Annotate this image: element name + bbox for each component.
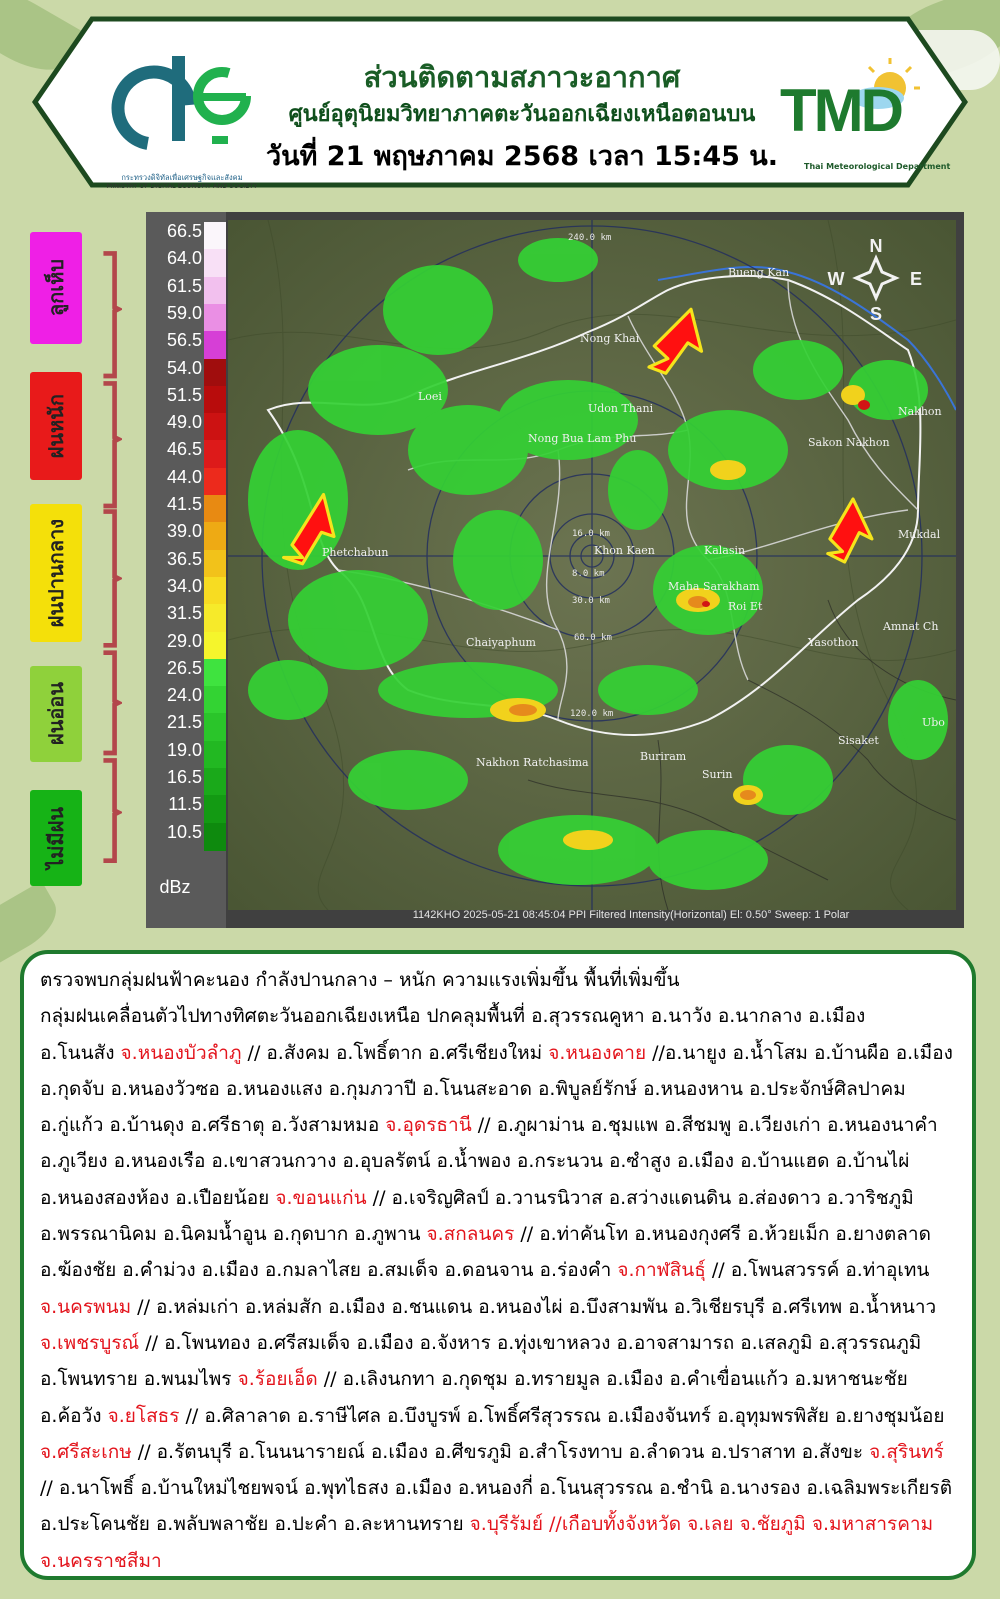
place-label: Yasothon bbox=[808, 636, 859, 649]
district-list: อ.โนนสัง bbox=[40, 1041, 121, 1064]
radar-map bbox=[228, 220, 956, 910]
district-list: // อ.เจริญศิลป์ อ.วานรนิวาส อ.สว่างแดนดิน อ.ส่องดาว อ.วาริชภูมิ bbox=[366, 1186, 914, 1209]
district-list: อ.พรรณานิคม อ.นิคมน้ำอูน อ.กุดบาก อ.ภูพาน bbox=[40, 1223, 427, 1246]
legend-value: 11.5 bbox=[168, 794, 202, 815]
district-list: ตรวจพบกลุ่มฝนฟ้าคะนอง กำลังปานกลาง – หนัก ความแรงเพิ่มขึ้น พื้นที่เพิ่มขึ้น bbox=[40, 969, 680, 991]
compass-e: E bbox=[909, 269, 923, 289]
radar-footer: 1142KHO 2025-05-21 08:45:04 PPI Filtered Intensity(Horizontal) El: 0.50° Sweep: 1 Polar bbox=[412, 909, 850, 921]
legend-swatch bbox=[204, 304, 226, 332]
district-list: // อ.หล่มเก่า อ.หล่มสัก อ.เมือง อ.ชนแดน อ.หนองไผ่ อ.บึงสามพัน อ.วิเชียรบุรี อ.ศรีเทพ อ.น้ำหนาว bbox=[131, 1295, 937, 1318]
place-label: Nakhon Ratchasima bbox=[476, 756, 589, 769]
category-label: ลูกเห็บ bbox=[44, 259, 68, 317]
province-name: จ.ศรีสะเกษ bbox=[40, 1440, 132, 1463]
place-label: Buriram bbox=[640, 750, 687, 763]
ring-label: 8.0 km bbox=[572, 569, 605, 579]
legend-value: 41.5 bbox=[166, 494, 202, 514]
province-name: จ.ร้อยเอ็ด bbox=[237, 1368, 318, 1391]
legend-swatch bbox=[204, 277, 226, 305]
tmd-logo-text: TMD bbox=[780, 77, 901, 144]
place-label: Kalasin bbox=[704, 544, 746, 557]
legend-swatch bbox=[204, 222, 226, 250]
place-label: Phetchabun bbox=[322, 546, 389, 559]
legend-value: 59.0 bbox=[166, 302, 202, 323]
legend-swatch bbox=[204, 331, 226, 359]
description-line bbox=[40, 1434, 976, 1470]
place-label: Nong Khai bbox=[580, 332, 640, 345]
description-line bbox=[40, 998, 976, 1034]
place-label: Surin bbox=[702, 768, 733, 781]
province-name: จ.นครพนม bbox=[40, 1295, 132, 1318]
legend-swatch bbox=[204, 577, 226, 605]
legend-value: 31.5 bbox=[166, 603, 202, 624]
legend-value: 49.0 bbox=[166, 412, 202, 433]
district-list: // อ.นาโพธิ์ อ.บ้านใหม่ไชยพจน์ อ.พุทไธสง อ.เมือง อ.หนองกี่ อ.โนนสุวรรณ อ.ชำนิ อ.นางรอง อ.เฉลิมพระเกียรติ bbox=[40, 1477, 953, 1500]
description-line bbox=[40, 1180, 976, 1216]
category-no-rain bbox=[30, 790, 82, 886]
ring-label: 30.0 km bbox=[572, 596, 610, 606]
place-label: Khon Kaen bbox=[594, 544, 655, 557]
header-banner bbox=[32, 16, 968, 188]
province-name: จ.นครราชสีมา bbox=[40, 1549, 162, 1572]
legend-swatch bbox=[204, 550, 226, 578]
description-text bbox=[40, 962, 976, 1579]
place-label: Nong Bua Lam Phu bbox=[528, 432, 637, 445]
province-name: จ.กาฬสินธุ์ bbox=[617, 1259, 706, 1282]
description-line bbox=[40, 962, 976, 998]
province-name: จ.หนองบัวลำภู bbox=[120, 1041, 242, 1064]
legend-value: 19.0 bbox=[166, 739, 202, 760]
place-label: Loei bbox=[418, 390, 442, 403]
legend-value: 61.5 bbox=[166, 275, 202, 296]
description-line bbox=[40, 1035, 976, 1071]
description-line bbox=[40, 1470, 976, 1506]
district-list: // อ.ภูผาม่าน อ.ชุมแพ อ.สีชมพู อ.เวียงเก่า อ.หนองนาคำ bbox=[471, 1114, 938, 1137]
page-title: ส่วนติดตามสภาวะอากาศ bbox=[363, 60, 681, 94]
district-list: // อ.ศิลาลาด อ.ราษีไศล อ.บึงบูรพ์ อ.โพธิ์ศรีสุวรรณ อ.เมืองจันทร์ อ.อุทุมพรพิสัย อ.ยางชุมน้อย bbox=[179, 1404, 945, 1427]
description-line bbox=[40, 1252, 976, 1288]
compass-s: S bbox=[869, 304, 883, 324]
legend-value: 39.0 bbox=[166, 521, 202, 542]
district-list: // อ.โพนสวรรค์ อ.ท่าอุเทน bbox=[705, 1259, 930, 1282]
category-label: ฝนอ่อน bbox=[44, 682, 68, 746]
legend-value: 64.0 bbox=[166, 248, 202, 269]
ring-label: 16.0 km bbox=[572, 529, 610, 539]
legend-value: 10.5 bbox=[166, 821, 202, 842]
legend-swatch bbox=[204, 713, 226, 741]
district-list: อ.ค้อวัง bbox=[40, 1404, 108, 1427]
description-box bbox=[20, 950, 976, 1580]
description-line bbox=[40, 1289, 976, 1325]
place-label: Udon Thani bbox=[588, 402, 654, 415]
legend-swatch bbox=[204, 741, 226, 769]
legend-swatch bbox=[204, 440, 226, 468]
category-label: ฝนหนัก bbox=[44, 393, 68, 459]
category-heavy-rain bbox=[30, 372, 82, 480]
legend-value: 21.5 bbox=[166, 712, 202, 733]
legend-unit: dBz bbox=[159, 877, 191, 897]
page-datetime: วันที่ 21 พฤษภาคม 2568 เวลา 15:45 น. bbox=[265, 141, 779, 172]
description-line bbox=[40, 1361, 976, 1397]
place-label: Bueng Kan bbox=[728, 266, 790, 279]
description-line bbox=[40, 1543, 976, 1579]
legend-value: 16.5 bbox=[166, 767, 202, 787]
province-name: จ.บุรีรัมย์ //เกือบทั้งจังหวัด จ.เลย จ.ชัยภูมิ จ.มหาสารคาม bbox=[469, 1513, 934, 1536]
province-name: จ.สกลนคร bbox=[426, 1223, 515, 1246]
legend-swatch bbox=[204, 468, 226, 496]
legend-value: 24.0 bbox=[166, 685, 202, 706]
place-label: Maha Sarakham bbox=[668, 580, 760, 593]
place-label: Sisaket bbox=[838, 734, 879, 747]
legend-value: 36.5 bbox=[166, 548, 202, 569]
radar-panel bbox=[146, 212, 964, 928]
mdes-logo-text-th: กระทรวงดิจิทัลเพื่อเศรษฐกิจและสังคม bbox=[121, 173, 243, 182]
legend-swatch bbox=[204, 823, 226, 851]
legend-value: 34.0 bbox=[166, 575, 202, 596]
description-line bbox=[40, 1071, 976, 1107]
ring-label: 240.0 km bbox=[568, 233, 612, 243]
tmd-logo bbox=[780, 72, 950, 182]
legend-swatch bbox=[204, 659, 226, 687]
place-label: Nakhon bbox=[898, 405, 942, 418]
legend-value: 54.0 bbox=[166, 357, 202, 378]
legend-value: 26.5 bbox=[166, 657, 202, 678]
description-line bbox=[40, 1398, 976, 1434]
compass-n: N bbox=[869, 236, 883, 256]
province-name: จ.ขอนแก่น bbox=[275, 1186, 367, 1209]
legend-swatch bbox=[204, 386, 226, 414]
district-list: อ.โพนทราย อ.พนมไพร bbox=[40, 1368, 238, 1391]
category-label: ฝนปานกลาง bbox=[44, 518, 68, 628]
legend-value: 46.5 bbox=[166, 439, 202, 460]
legend-swatch bbox=[204, 359, 226, 387]
description-line bbox=[40, 1216, 976, 1252]
district-list: // อ.เลิงนกทา อ.กุดชุม อ.ทรายมูล อ.เมือง อ.คำเขื่อนแก้ว อ.มหาชนะชัย bbox=[317, 1368, 908, 1391]
legend-value: 51.5 bbox=[166, 384, 202, 405]
district-list: อ.ประโคนชัย อ.พลับพลาชัย อ.ปะคำ อ.ละหานทราย bbox=[40, 1513, 470, 1536]
place-label: Chaiyaphum bbox=[466, 636, 536, 649]
place-label: Sakon Nakhon bbox=[808, 436, 890, 449]
category-moderate-rain bbox=[30, 504, 82, 642]
legend-swatch bbox=[204, 522, 226, 550]
province-name: จ.หนองคาย bbox=[548, 1041, 647, 1064]
province-name: จ.เพชรบูรณ์ bbox=[40, 1331, 140, 1354]
district-list: อ.ภูเวียง อ.หนองเรือ อ.เขาสวนกวาง อ.อุบลรัตน์ อ.น้ำพอง อ.กระนวน อ.ซำสูง อ.เมือง อ.บ้านแฮด อ.บ้านไผ่ bbox=[40, 1150, 910, 1173]
province-name: จ.ยโสธร bbox=[107, 1404, 180, 1427]
ring-label: 60.0 km bbox=[574, 633, 612, 643]
legend-swatch bbox=[204, 632, 226, 660]
page-subtitle: ศูนย์อุตุนิยมวิทยาภาคตะวันออกเฉียงเหนือตอนบน bbox=[288, 102, 756, 127]
tmd-logo-subtext: Thai Meteorological Department bbox=[804, 162, 951, 171]
category-hail bbox=[30, 232, 82, 344]
legend-swatch bbox=[204, 249, 226, 277]
district-list: // อ.ท่าคันโท อ.หนองกุงศรี อ.ห้วยเม็ก อ.ยางตลาด bbox=[514, 1223, 931, 1246]
legend-value: 29.0 bbox=[166, 630, 202, 651]
legend-swatch bbox=[204, 795, 226, 823]
place-label: Roi Et bbox=[728, 600, 763, 613]
place-label: Amnat Ch bbox=[883, 620, 939, 633]
description-line bbox=[40, 1506, 976, 1542]
category-label: ไม่มีฝน bbox=[44, 807, 68, 869]
radar-image bbox=[228, 220, 956, 910]
ring-label: 120.0 km bbox=[570, 709, 614, 719]
district-list: // อ.รัตนบุรี อ.โนนนารายณ์ อ.เมือง อ.ศีขรภูมิ อ.สำโรงทาบ อ.ลำดวน อ.ปราสาท อ.สังขะ bbox=[131, 1440, 870, 1463]
description-line bbox=[40, 1107, 976, 1143]
legend-value: 56.5 bbox=[166, 330, 202, 351]
category-brackets bbox=[96, 228, 122, 888]
description-line bbox=[40, 1325, 976, 1361]
legend-swatch bbox=[204, 495, 226, 523]
district-list: อ.กุดจับ อ.หนองวัวซอ อ.หนองแสง อ.กุมภวาปี อ.โนนสะอาด อ.พิบูลย์รักษ์ อ.หนองหาน อ.ประจักษ์ศิลปาคม bbox=[40, 1077, 906, 1100]
district-list: // อ.สังคม อ.โพธิ์ตาก อ.ศรีเชียงใหม่ bbox=[241, 1041, 549, 1064]
legend-value: 66.5 bbox=[166, 221, 202, 241]
province-name: จ.อุดรธานี bbox=[385, 1114, 472, 1137]
district-list: อ.ฆ้องชัย อ.คำม่วง อ.เมือง อ.กมลาไสย อ.สมเด็จ อ.ดอนจาน อ.ร่องคำ bbox=[40, 1259, 618, 1282]
description-line bbox=[40, 1143, 976, 1179]
legend-value: 44.0 bbox=[166, 466, 202, 487]
place-label: Mukdal bbox=[898, 528, 941, 541]
district-list: อ.หนองสองห้อง อ.เปือยน้อย bbox=[40, 1186, 276, 1209]
legend-swatch bbox=[204, 686, 226, 714]
district-list: อ.กู่แก้ว อ.บ้านดุง อ.ศรีธาตุ อ.วังสามหมอ bbox=[40, 1114, 386, 1137]
mdes-logo-text-en: MINISTRY OF DIGITAL ECONOMY AND SOCIETY bbox=[106, 182, 258, 190]
legend-swatch bbox=[204, 768, 226, 796]
district-list: กลุ่มฝนเคลื่อนตัวไปทางทิศตะวันออกเฉียงเหนือ ปกคลุมพื้นที่ อ.สุวรรณคูหา อ.นาวัง อ.นากลาง อ.เมือง bbox=[40, 1005, 866, 1028]
compass-w: W bbox=[827, 269, 845, 289]
dbz-legend bbox=[146, 212, 226, 928]
legend-swatch bbox=[204, 413, 226, 441]
province-name: จ.สุรินทร์ bbox=[869, 1440, 944, 1463]
place-label: Ubo bbox=[922, 716, 945, 729]
category-light-rain bbox=[30, 666, 82, 762]
district-list: // อ.โพนทอง อ.ศรีสมเด็จ อ.เมือง อ.จังหาร อ.ทุ่งเขาหลวง อ.อาจสามารถ อ.เสลภูมิ อ.สุวรรณภูมิ bbox=[139, 1331, 922, 1354]
district-list: //อ.นายูง อ.น้ำโสม อ.บ้านผือ อ.เมือง bbox=[646, 1041, 953, 1064]
legend-swatch bbox=[204, 604, 226, 632]
